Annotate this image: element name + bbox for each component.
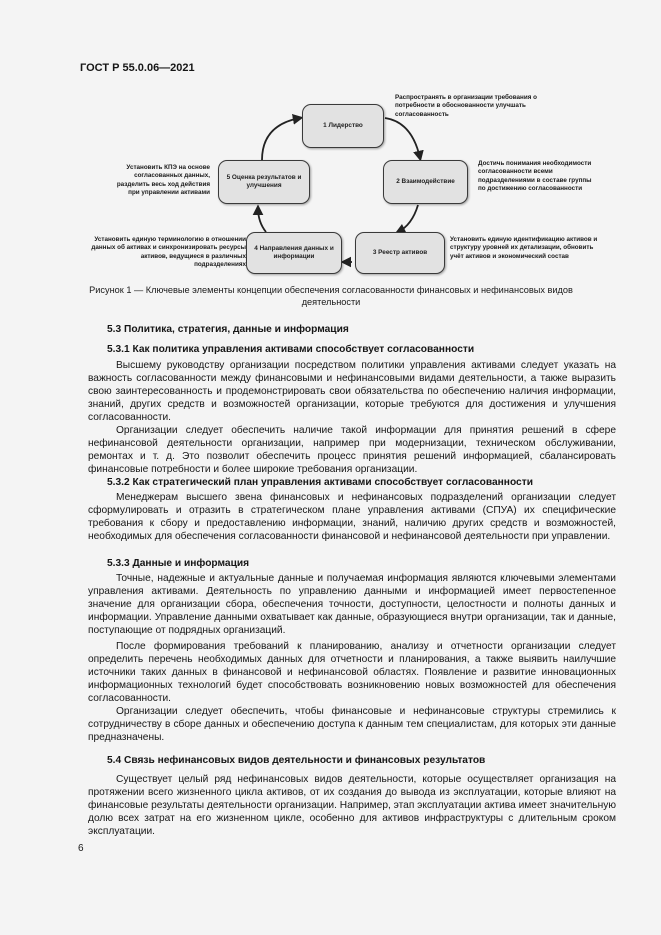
paragraph-5-4-1: Существует целый ряд нефинансовых видов деятельности, которые осуществляет организация на протяжении всего жизненного цикла активов, от их создания до вывода из эксплуатации, которые влияют на финансовые результаты деятельности организации. Например, этап эксплуатации актива имеет значительную долю всех затрат на его жизненном цикле, особенно для активов инфраструктуры с длительным сроком эксплуатации. [88, 774, 616, 838]
paragraph-5-3-3-3: Организации следует обеспечить, чтобы финансовые и нефинансовые структуры стремились к сотрудничеству в сборе данных и обеспечению доступа к данным тем специалистам, для которых эти данные предназначены. [88, 706, 616, 744]
paragraph-5-3-1-1: Высшему руководству организации посредством политики управления активами следует указать на важность согласованности между финансовыми и нефинансовыми видами деятельности, а также выразить свою заинтересованность и продемонстрировать свои обязательства по обеспечению наличия информации, знаний, других средств и возможностей организации, которые требуются для достижения и улучшения согласованности. [88, 360, 616, 424]
paragraph-5-3-3-2: После формирования требований к планированию, анализу и отчетности организации следует определить перечень необходимых данных для отчетности и планирования, а также выявить наилучшие источники таких данных в финансовой и нефинансовой областях. Появление и развитие инновационных информационных технологий будет способствовать возникновению новых возможностей для обеспечения согласованности. [88, 641, 616, 705]
node-interaction: 2 Взаимодействие [383, 160, 468, 204]
arrow-1-to-2 [385, 118, 420, 158]
arrow-5-to-1 [262, 118, 300, 160]
paragraph-5-3-3-1: Точные, надежные и актуальные данные и получаемая информация являются ключевыми элементами управления активами. Деятельность по управлению данными и информацией имеет первостепенное значение для организации сбора, обеспечения точности, доступности, целостности и полноты данных и информации. Управление данными охватывает как данные, образующиеся внутри организации, так и данные, поступающие от подрядных организаций. [88, 573, 616, 637]
label-right: Достичь понимания необходимости согласованности всеми подразделениями в составе группы по достижению согласованности [478, 160, 592, 193]
node-evaluation-improvement: 5 Оценка результатов и улучшения [218, 160, 310, 204]
label-bottom-right: Установить единую идентификацию активов и структуру уровней их детализации, обновить учёт активов и экономический состав [450, 236, 598, 260]
section-5-3-3-title: 5.3.3 Данные и информация [107, 558, 250, 569]
arrow-4-to-5 [258, 208, 266, 232]
arrow-2-to-3 [398, 205, 418, 232]
paragraph-5-3-1-2: Организации следует обеспечить наличие такой информации для принятия решений в сфере нефинансовой деятельности организации, например при модернизации, техническом обслуживании, ремонтах и т. д. Это позволит обеспечить процесс принятия решений информацией, сбалансировать финансовые потребности и более широкие требования организации. [88, 425, 616, 476]
label-top-right: Распространять в организации требования о потребности в обоснованности улучшать согласованность [395, 94, 537, 118]
paragraph-5-3-2-1: Менеджерам высшего звена финансовых и нефинансовых подразделений организации следует сформулировать и отразить в стратегическом плане управления активами (СПУА) их специфические требования к сбору и предоставлению информации, знаний, наличию других средств и возможностей, необходимых для обеспечения согласованности финансовой и нефинансовой деятельности при управлении. [88, 492, 616, 543]
cycle-diagram [0, 0, 661, 300]
section-5-3-2-title: 5.3.2 Как стратегический план управления активами способствует согласованности [107, 477, 533, 488]
section-5-4-title: 5.4 Связь нефинансовых видов деятельности и финансовых результатов [107, 755, 486, 766]
node-asset-register: 3 Реестр активов [355, 232, 445, 274]
node-leadership: 1 Лидерство [302, 104, 384, 148]
figure-caption: Рисунок 1 — Ключевые элементы концепции обеспечения согласованности финансовых и нефинансовых видов деятельности [89, 285, 573, 307]
page-number: 6 [78, 843, 84, 854]
document-id: ГОСТ Р 55.0.06—2021 [80, 62, 195, 74]
label-bottom-left: Установить единую терминологию в отношении данных об активах и синхронизировать ресурсы активов, ведущиеся в различных подразделениях [91, 236, 246, 269]
node-data-information: 4 Направления данных и информации [246, 232, 342, 274]
label-left: Установить КПЭ на основе согласованных данных, разделить весь ход действия при управлении активами [116, 164, 210, 197]
section-5-3-1-title: 5.3.1 Как политика управления активами способствует согласованности [107, 344, 475, 355]
section-5-3-title: 5.3 Политика, стратегия, данные и информация [107, 324, 349, 335]
